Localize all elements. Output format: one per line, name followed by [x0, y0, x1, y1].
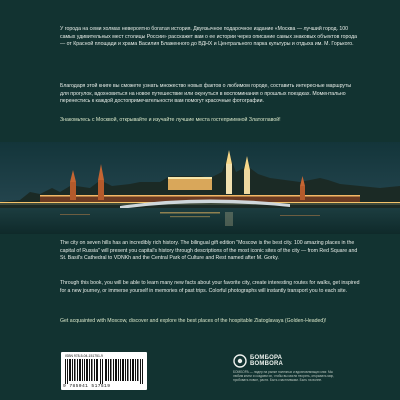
en-paragraph-1: The city on seven hills has an incredibly rich history. The bilingual gift edition "Moscow is the best city. 100 amazing places in the capital of Russia" will present you capital's history through descriptions of the most iconic sites of the city — from Red Square and St. Basil's Cathedral to VDNKh and the Central Park of Culture and Rest named after M. Gorky.	[60, 240, 358, 262]
publisher-name-en: BOMBORA	[250, 361, 284, 367]
publisher-name	[250, 355, 283, 367]
barcode-bars	[65, 359, 143, 384]
en-paragraph-2: Through this book, you will be able to learn many new facts about your favorite city, create interesting routes for walks, get inspired for a new journey, or immerse yourself in memories of past trips. Colorful photographs will instantly transport you to each site.	[60, 280, 360, 294]
ean-number: 9 785041 517519	[63, 384, 111, 389]
kremlin-panorama	[0, 142, 400, 234]
ru-paragraph-2: Благодаря этой книге вы сможете узнать множество новых фактов о любимом городе, составить интересные маршруты для прогулок, вдохновиться на новое путешествие или окунуться в воспоминания о прошлых поездках. Моментально перенестись к каждой достопримечательности вам помогут красочные фотографии.	[60, 83, 352, 105]
publisher-block	[233, 354, 283, 368]
ru-paragraph-1: У города на семи холмах невероятно богатая история. Двуязычное подарочное издание «Москва — лучший город. 100 самых удивительных мест столицы России» расскажет вам о ее истории через описание самых знаковых объектов города — от Красной площади и храма Василия Блаженного до ВДНХ и Центрального парка культуры и отдыха им. М. Горького.	[60, 26, 358, 48]
bombora-logo-icon	[233, 354, 247, 368]
barcode-label	[61, 352, 147, 390]
isbn-text: ISBN 978-5-04-151751-9	[65, 354, 103, 358]
ru-paragraph-3: Знакомьтесь с Москвой, открывайте и изучайте лучшие места гостеприимной Златоглавой!	[60, 117, 281, 123]
en-paragraph-3: Get acquainted with Moscow, discover and explore the best places of the hospitable Zlatoglavaya (Golden-Headed)!	[60, 318, 327, 324]
publisher-name-ru: БОМБОРА	[250, 355, 283, 361]
publisher-fine-print: БОМБОРА — лидер на рынке полезных и вдохновляющих книг. Мы любим книги и создаем их, чтобы вы могли творить, открывать мир, пробовать новое, расти. Быть счастливыми. Быть на волне.	[233, 370, 335, 382]
kremlin-night-photo	[0, 142, 400, 234]
